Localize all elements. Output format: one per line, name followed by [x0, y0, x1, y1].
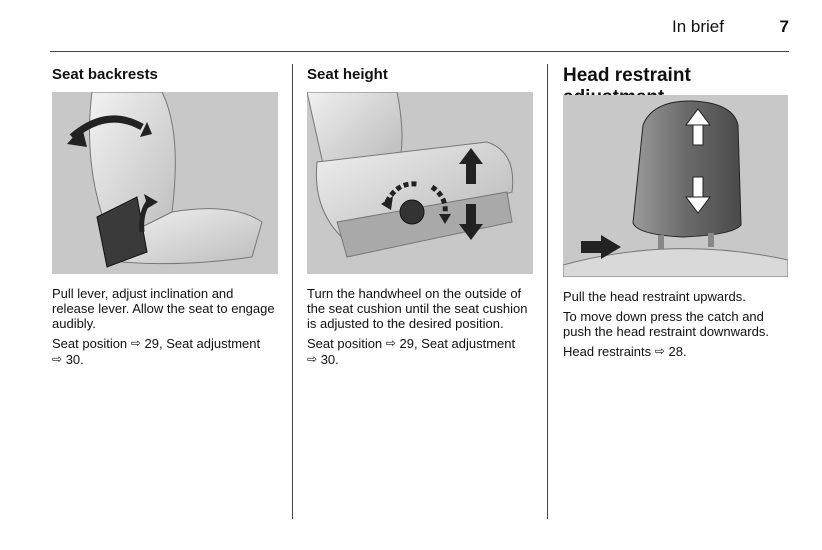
xref-arrow-icon: ⇨	[385, 336, 396, 350]
cross-reference: Seat position ⇨ 29, Seat adjustment ⇨ 30.	[52, 336, 261, 367]
xref-separator: ,	[413, 336, 422, 351]
column-divider	[547, 64, 548, 519]
xref-arrow-icon: ⇨	[52, 352, 63, 366]
seat-height-illustration	[307, 92, 533, 274]
section-body	[563, 289, 788, 365]
cross-reference: Head restraints ⇨ 28.	[563, 344, 687, 359]
paragraph: Pull lever, adjust inclination and release lever. Allow the seat to engage audibly.	[52, 286, 275, 331]
paragraph: To move down press the catch and push the head restraint downwards.	[563, 309, 769, 339]
chapter-title: In brief	[672, 17, 724, 36]
cross-reference: Seat position ⇨ 29, Seat adjustment ⇨ 30.	[307, 336, 516, 367]
xref-page: 29	[399, 336, 414, 351]
section-body	[307, 286, 535, 373]
section-title: Seat height	[307, 66, 388, 83]
xref-page: 30	[320, 352, 336, 367]
xref-separator: ,	[158, 336, 167, 351]
section-seat-height	[307, 52, 535, 520]
section-seat-backrests	[52, 52, 278, 520]
xref-arrow-icon: ⇨	[130, 336, 141, 350]
head-restraint-illustration	[563, 95, 788, 277]
section-title: Seat backrests	[52, 66, 158, 83]
page-header	[0, 0, 822, 52]
xref-link-seat-position[interactable]: Seat position	[52, 336, 128, 351]
section-body	[52, 286, 278, 373]
paragraph: Turn the handwheel on the outside of the seat cushion until the seat cushion is adjusted to the desired position.	[307, 286, 528, 331]
xref-page: 30	[65, 352, 81, 367]
paragraph: Pull the head restraint upwards.	[563, 289, 746, 304]
xref-link-seat-adjustment[interactable]: Seat adjustment	[166, 336, 261, 351]
xref-page: 28	[668, 344, 683, 359]
xref-link-seat-position[interactable]: Seat position	[307, 336, 383, 351]
xref-page: 29	[144, 336, 159, 351]
section-head-restraint	[563, 52, 788, 520]
page-number: 7	[779, 17, 789, 36]
section-title: Head restraint	[563, 65, 691, 86]
xref-arrow-icon: ⇨	[307, 352, 318, 366]
seat-backrest-illustration	[52, 92, 278, 274]
column-divider	[292, 64, 293, 519]
xref-link-seat-adjustment[interactable]: Seat adjustment	[421, 336, 516, 351]
xref-link-head-restraints[interactable]: Head restraints	[563, 344, 652, 359]
xref-arrow-icon: ⇨	[654, 344, 665, 358]
